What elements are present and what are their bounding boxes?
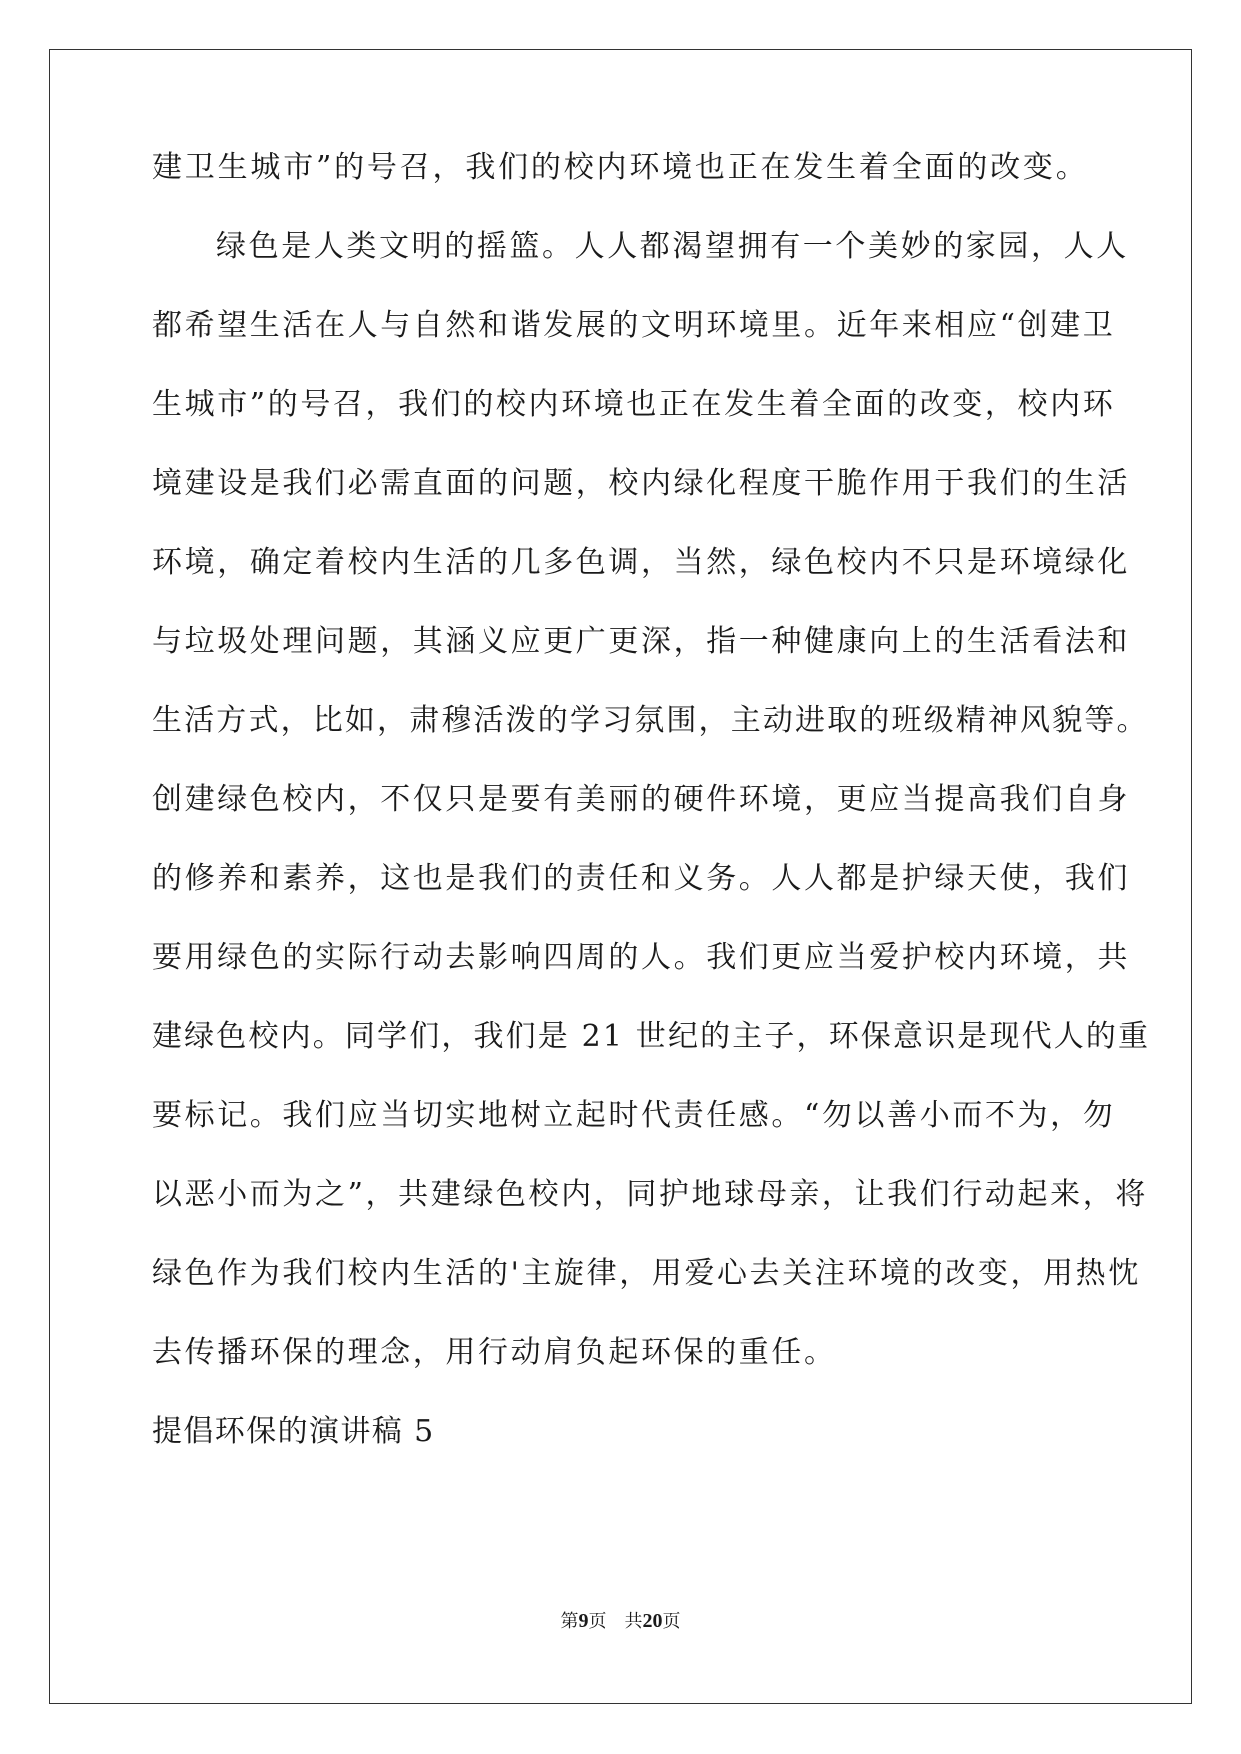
section-heading: 提倡环保的演讲稿 5 [152,1414,435,1449]
paragraph-line: 境建设是我们必需直面的问题，校内绿化程度干脆作用于我们的生活 [152,466,1130,501]
current-page-number: 9 [578,1610,589,1632]
paragraph-line: 要标记。我们应当切实地树立起时代责任感。“勿以善小而不为，勿 [152,1098,1116,1133]
paragraph-line: 创建绿色校内，不仅只是要有美丽的硬件环境，更应当提高我们自身 [152,782,1130,817]
paragraph-line: 建绿色校内。同学们，我们是 21 世纪的主子，环保意识是现代人的重 [152,1019,1151,1054]
total-prefix: 共 [624,1611,643,1632]
paragraph-line: 以恶小而为之”，共建绿色校内，同护地球母亲，让我们行动起来，将 [152,1177,1148,1212]
total-pages-number: 20 [642,1610,663,1632]
paragraph-line: 与垃圾处理问题，其涵义应更广更深，指一种健康向上的生活看法和 [152,624,1130,659]
total-suffix: 页 [662,1611,681,1632]
paragraph-continuation: 建卫生城市”的号召，我们的校内环境也正在发生着全面的改变。 [152,150,1089,185]
page-suffix: 页 [588,1611,607,1632]
paragraph-line: 都希望生活在人与自然和谐发展的文明环境里。近年来相应“创建卫 [152,308,1116,343]
paragraph-line: 绿色作为我们校内生活的'主旋律，用爱心去关注环境的改变，用热忱 [152,1256,1141,1291]
paragraph-line: 生城市”的号召，我们的校内环境也正在发生着全面的改变，校内环 [152,387,1116,422]
page-footer [0,1610,1241,1633]
paragraph-line: 的修养和素养，这也是我们的责任和义务。人人都是护绿天使，我们 [152,861,1130,896]
paragraph-line: 要用绿色的实际行动去影响四周的人。我们更应当爱护校内环境，共 [152,940,1130,975]
paragraph-line: 去传播环保的理念，用行动肩负起环保的重任。 [152,1335,837,1370]
paragraph-line: 绿色是人类文明的摇篮。人人都渴望拥有一个美妙的家园，人人 [216,229,1129,264]
paragraph-line: 生活方式，比如，肃穆活泼的学习氛围，主动进取的班级精神风貌等。 [152,703,1149,738]
document-body [152,148,1151,1491]
page-prefix: 第 [560,1611,579,1632]
paragraph-line: 环境，确定着校内生活的几多色调，当然，绿色校内不只是环境绿化 [152,545,1130,580]
